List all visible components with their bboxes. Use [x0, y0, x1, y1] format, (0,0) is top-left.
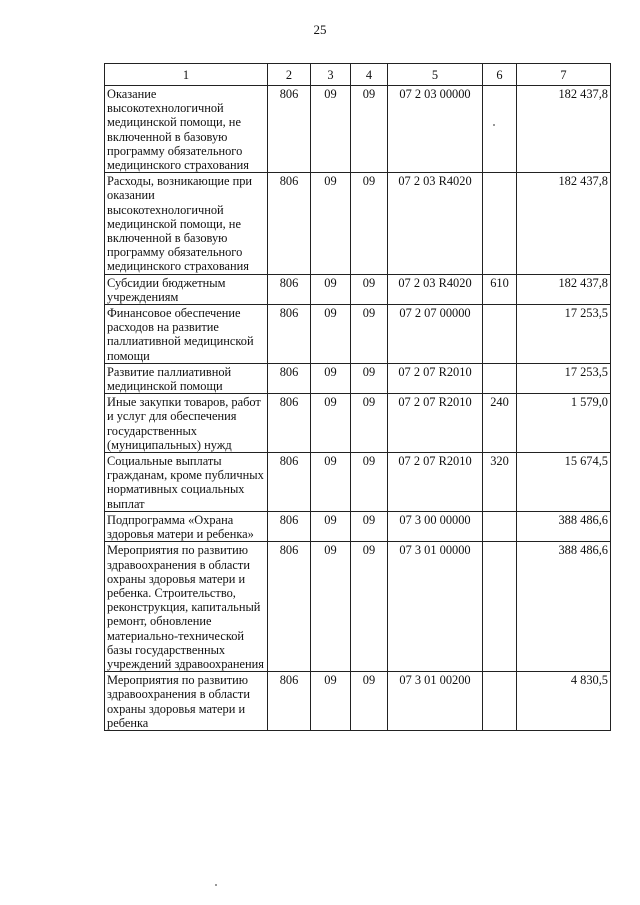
row-name: Социальные выплаты гражданам, кроме публичных нормативных социальных выплат	[105, 453, 268, 512]
row-subsection-code: 09	[351, 173, 388, 274]
row-expense-type	[483, 511, 517, 541]
row-section-code: 09	[311, 173, 351, 274]
table-row	[105, 511, 611, 541]
row-name: Развитие паллиативной медицинской помощи	[105, 363, 268, 393]
row-section-code: 09	[311, 274, 351, 304]
row-subsection-code: 09	[351, 394, 388, 453]
row-section-code: 09	[311, 305, 351, 364]
row-target-article: 07 3 01 00000	[388, 542, 483, 672]
table-row	[105, 305, 611, 364]
row-target-article: 07 2 03 R4020	[388, 173, 483, 274]
table-row	[105, 363, 611, 393]
row-ministry-code: 806	[268, 511, 311, 541]
row-target-article: 07 2 03 R4020	[388, 274, 483, 304]
row-expense-type	[483, 173, 517, 274]
row-amount: 1 579,0	[517, 394, 611, 453]
row-name: Иные закупки товаров, работ и услуг для обеспечения государственных (муниципальных) нужд	[105, 394, 268, 453]
column-header: 1	[105, 64, 268, 86]
row-amount: 17 253,5	[517, 305, 611, 364]
row-section-code: 09	[311, 86, 351, 173]
row-expense-type	[483, 86, 517, 173]
row-ministry-code: 806	[268, 305, 311, 364]
row-name: Оказание высокотехнологичной медицинской помощи, не включенной в базовую программу обязательного медицинского страхования	[105, 86, 268, 173]
scan-speck	[215, 884, 217, 886]
row-name: Мероприятия по развитию здравоохранения в области охраны здоровья матери и ребенка. Строительство, реконструкция, капитальный ремонт, обновление материально-технической базы государственных учреждений здравоохранения	[105, 542, 268, 672]
row-subsection-code: 09	[351, 363, 388, 393]
row-section-code: 09	[311, 542, 351, 672]
row-expense-type: 610	[483, 274, 517, 304]
row-expense-type	[483, 363, 517, 393]
column-header: 6	[483, 64, 517, 86]
row-subsection-code: 09	[351, 511, 388, 541]
row-section-code: 09	[311, 511, 351, 541]
table-row	[105, 453, 611, 512]
row-section-code: 09	[311, 453, 351, 512]
row-target-article: 07 2 03 00000	[388, 86, 483, 173]
row-ministry-code: 806	[268, 363, 311, 393]
row-section-code: 09	[311, 394, 351, 453]
row-amount: 182 437,8	[517, 173, 611, 274]
row-ministry-code: 806	[268, 672, 311, 731]
column-header: 5	[388, 64, 483, 86]
row-amount: 4 830,5	[517, 672, 611, 731]
row-subsection-code: 09	[351, 86, 388, 173]
table-row	[105, 173, 611, 274]
row-subsection-code: 09	[351, 453, 388, 512]
page-number: 25	[313, 22, 327, 37]
row-subsection-code: 09	[351, 274, 388, 304]
row-name: Подпрограмма «Охрана здоровья матери и ребенка»	[105, 511, 268, 541]
row-ministry-code: 806	[268, 86, 311, 173]
column-header: 3	[311, 64, 351, 86]
row-target-article: 07 3 01 00200	[388, 672, 483, 731]
table-header-row	[105, 64, 611, 86]
row-section-code: 09	[311, 672, 351, 731]
row-amount: 17 253,5	[517, 363, 611, 393]
table-row	[105, 274, 611, 304]
row-ministry-code: 806	[268, 394, 311, 453]
table-row	[105, 86, 611, 173]
row-ministry-code: 806	[268, 453, 311, 512]
row-subsection-code: 09	[351, 672, 388, 731]
row-section-code: 09	[311, 363, 351, 393]
row-name: Субсидии бюджетным учреждениям	[105, 274, 268, 304]
column-header: 7	[517, 64, 611, 86]
row-ministry-code: 806	[268, 173, 311, 274]
row-amount: 182 437,8	[517, 86, 611, 173]
table-row	[105, 672, 611, 731]
row-subsection-code: 09	[351, 542, 388, 672]
row-amount: 182 437,8	[517, 274, 611, 304]
row-name: Финансовое обеспечение расходов на развитие паллиативной медицинской помощи	[105, 305, 268, 364]
row-expense-type	[483, 542, 517, 672]
row-expense-type	[483, 672, 517, 731]
table-row	[105, 394, 611, 453]
column-header: 4	[351, 64, 388, 86]
row-target-article: 07 2 07 00000	[388, 305, 483, 364]
table-row	[105, 542, 611, 672]
row-expense-type	[483, 305, 517, 364]
row-expense-type: 240	[483, 394, 517, 453]
row-ministry-code: 806	[268, 274, 311, 304]
row-amount: 15 674,5	[517, 453, 611, 512]
row-amount: 388 486,6	[517, 542, 611, 672]
row-expense-type: 320	[483, 453, 517, 512]
row-target-article: 07 2 07 R2010	[388, 453, 483, 512]
column-header: 2	[268, 64, 311, 86]
row-subsection-code: 09	[351, 305, 388, 364]
row-ministry-code: 806	[268, 542, 311, 672]
row-name: Мероприятия по развитию здравоохранения в области охраны здоровья матери и ребенка	[105, 672, 268, 731]
scan-speck	[493, 124, 495, 126]
budget-table	[104, 63, 611, 731]
row-amount: 388 486,6	[517, 511, 611, 541]
row-target-article: 07 2 07 R2010	[388, 363, 483, 393]
row-name: Расходы, возникающие при оказании высокотехнологичной медицинской помощи, не включенной в базовую программу обязательного медицинского страхования	[105, 173, 268, 274]
row-target-article: 07 2 07 R2010	[388, 394, 483, 453]
row-target-article: 07 3 00 00000	[388, 511, 483, 541]
